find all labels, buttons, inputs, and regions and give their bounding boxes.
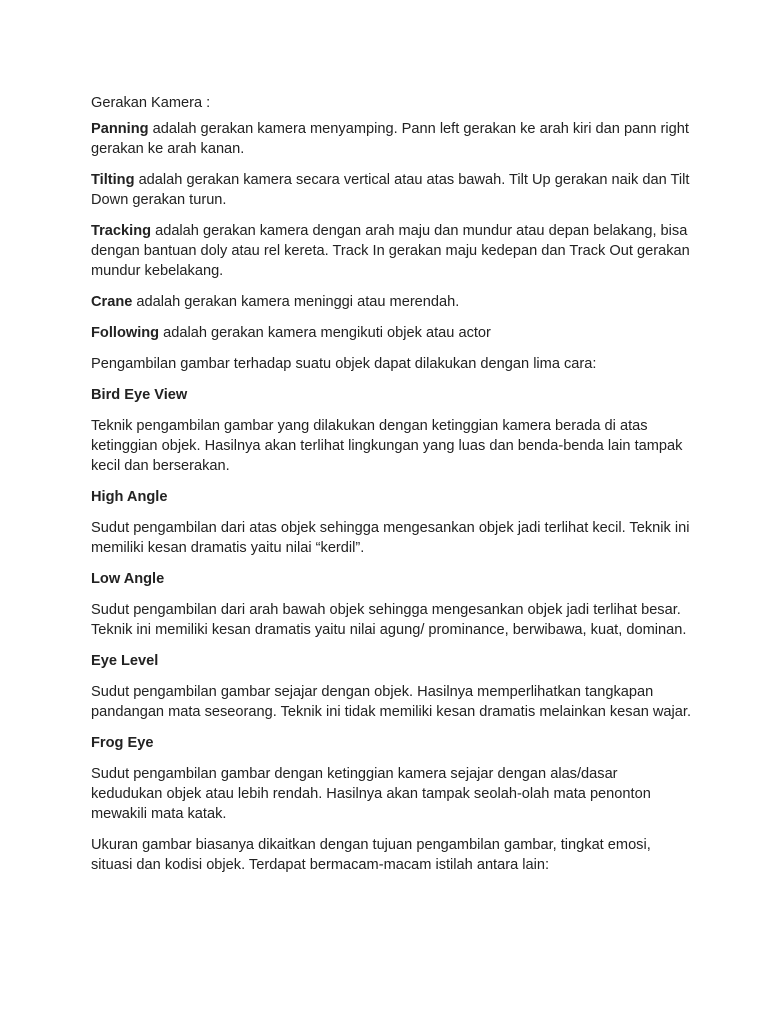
movement-term: Panning xyxy=(91,121,149,137)
movement-tilting xyxy=(91,170,691,210)
movement-desc: adalah gerakan kamera secara vertical atau atas bawah. Tilt Up gerakan naik dan Tilt Down gerakan turun. xyxy=(91,172,690,208)
angle-text-frog-eye: Sudut pengambilan gambar dengan ketinggian kamera sejajar dengan alas/dasar kedudukan objek atau lebih rendah. Hasilnya akan tampak seolah-olah mata penonton mewakili mata katak. xyxy=(91,766,651,822)
movement-tracking xyxy=(91,221,691,281)
movement-term: Following xyxy=(91,325,160,341)
movement-crane xyxy=(91,292,691,312)
angle-text-bird-eye: Teknik pengambilan gambar yang dilakukan dengan ketinggian kamera berada di atas ketinggian objek. Hasilnya akan terlihat lingkungan yang luas dan benda-benda lain tampak kecil dan berserakan. xyxy=(91,418,683,474)
angle-text-high: Sudut pengambilan dari atas objek sehingga mengesankan objek jadi terlihat kecil. Teknik ini memiliki kesan dramatis yaitu nilai “kerdil”. xyxy=(91,520,690,556)
movement-panning xyxy=(91,119,691,159)
document-page xyxy=(91,93,691,886)
angle-text-eye-level: Sudut pengambilan gambar sejajar dengan objek. Hasilnya memperlihatkan tangkapan pandangan mata seseorang. Teknik ini tidak memiliki kesan dramatis melainkan kesan wajar. xyxy=(91,684,692,720)
movement-following xyxy=(91,323,691,343)
movement-desc: adalah gerakan kamera meninggi atau merendah. xyxy=(132,294,460,310)
angle-heading-low: Low Angle xyxy=(91,571,165,587)
movement-desc: adalah gerakan kamera dengan arah maju dan mundur atau depan belakang, bisa dengan bantuan doly atau rel kereta. Track In gerakan maju kedepan dan Track Out gerakan mundur kebelakang. xyxy=(91,223,690,279)
angle-heading-eye-level: Eye Level xyxy=(91,653,159,669)
angle-heading-frog-eye: Frog Eye xyxy=(91,735,154,751)
angle-heading-bird-eye: Bird Eye View xyxy=(91,387,188,403)
angle-text-low: Sudut pengambilan dari arah bawah objek sehingga mengesankan objek jadi terlihat besar. Teknik ini memiliki kesan dramatis yaitu nilai agung/ prominance, berwibawa, kuat, dominan. xyxy=(91,602,687,638)
document-title: Gerakan Kamera : xyxy=(91,95,211,111)
angles-intro: Pengambilan gambar terhadap suatu objek dapat dilakukan dengan lima cara: xyxy=(91,356,597,372)
movement-term: Crane xyxy=(91,294,133,310)
movement-term: Tilting xyxy=(91,172,135,188)
movement-term: Tracking xyxy=(91,223,152,239)
angle-heading-high: High Angle xyxy=(91,489,168,505)
movement-desc: adalah gerakan kamera mengikuti objek atau actor xyxy=(159,325,491,341)
closing-paragraph: Ukuran gambar biasanya dikaitkan dengan tujuan pengambilan gambar, tingkat emosi, situasi dan kodisi objek. Terdapat bermacam-macam istilah antara lain: xyxy=(91,837,651,873)
movement-desc: adalah gerakan kamera menyamping. Pann left gerakan ke arah kiri dan pann right gerakan ke arah kanan. xyxy=(91,121,689,157)
